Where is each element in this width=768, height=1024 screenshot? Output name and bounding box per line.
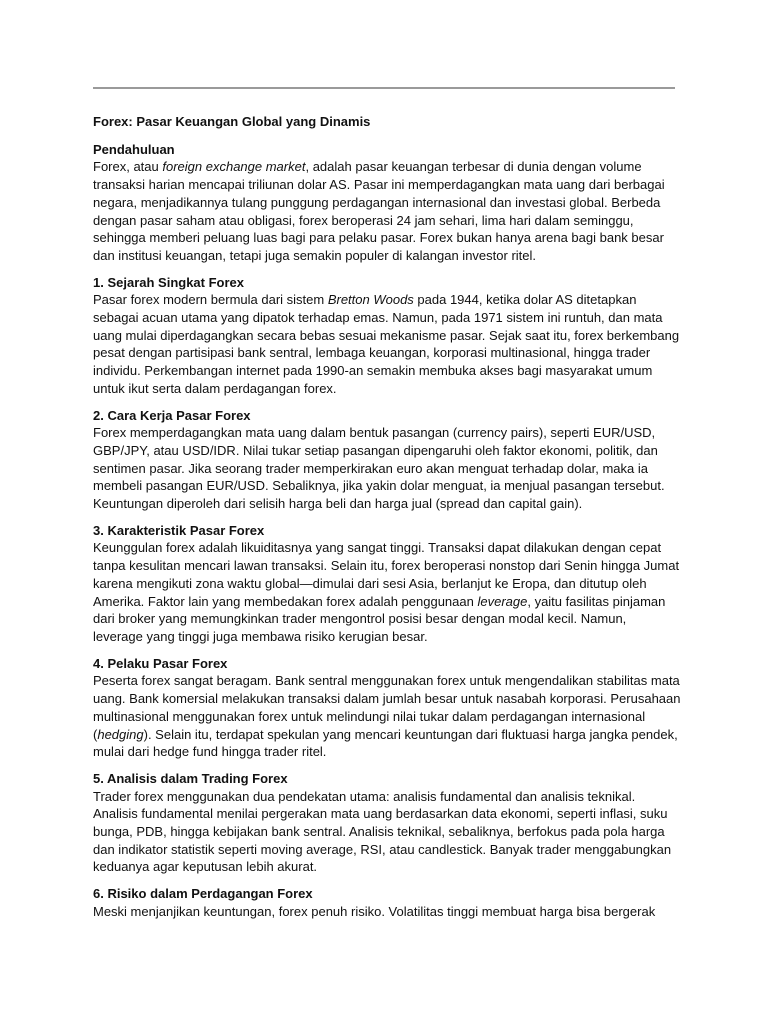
section-paragraph bbox=[93, 424, 677, 513]
text-segment: dari broker yang memungkinkan trader mengontrol posisi besar dengan modal kecil. Namun, bbox=[93, 611, 627, 627]
text-segment: transaksi harian mencapai triliunan dolar AS. Pasar ini memperdagangkan mata uang dari berbagai bbox=[93, 177, 665, 193]
text-segment: Meski menjanjikan keuntungan, forex penuh risiko. Volatilitas tinggi membuat harga bisa bergerak bbox=[93, 903, 656, 919]
text-segment: leverage yang tinggi juga membawa risiko kerugian besar. bbox=[93, 628, 428, 644]
text-line bbox=[93, 247, 677, 265]
text-line bbox=[93, 841, 677, 859]
text-line bbox=[93, 788, 677, 806]
text-segment: sentimen pasar. Jika seorang trader memperkirakan euro akan menguat terhadap dolar, maka ia bbox=[93, 460, 648, 476]
text-segment: Keunggulan forex adalah likuiditasnya yang sangat tinggi. Transaksi dapat dilakukan dengan cepat bbox=[93, 540, 662, 556]
text-segment: individu. Perkembangan internet pada 1990-an semakin membuka akses bagi masyarakat umum bbox=[93, 363, 653, 379]
section bbox=[93, 770, 677, 876]
text-line bbox=[93, 539, 677, 557]
section-paragraph bbox=[93, 291, 680, 397]
text-segment: dan institusi keuangan, tetapi juga semakin populer di kalangan investor ritel. bbox=[93, 247, 536, 263]
text-line bbox=[93, 291, 677, 309]
italic-term: leverage bbox=[477, 593, 528, 609]
italic-term: foreign exchange market bbox=[162, 159, 306, 175]
text-line bbox=[93, 610, 677, 628]
text-line bbox=[93, 460, 677, 478]
section bbox=[93, 274, 680, 398]
section-paragraph bbox=[93, 539, 680, 645]
text-line bbox=[93, 158, 677, 176]
text-line bbox=[93, 229, 677, 247]
section-paragraph bbox=[93, 788, 677, 877]
text-segment: negara, menjadikannya tulang punggung perdagangan internasional dan investasi global. Berbeda bbox=[93, 194, 661, 210]
text-segment: uang mulai diperdagangkan secara bebas sesuai mekanisme pasar. Sejak saat itu, forex berkembang bbox=[93, 327, 680, 343]
section-heading: 1. Sejarah Singkat Forex bbox=[93, 274, 245, 290]
header-divider bbox=[93, 87, 675, 89]
text-segment: sehingga memberi peluang luas bagi para pelaku pasar. Forex bukan hanya arena bagi bank besar bbox=[93, 230, 664, 246]
text-line bbox=[93, 380, 677, 398]
section bbox=[93, 141, 677, 265]
text-line bbox=[93, 672, 680, 690]
text-segment: ). Selain itu, terdapat spekulan yang mencari keuntungan dari fluktuasi harga jangka pendek, bbox=[143, 726, 678, 742]
section bbox=[93, 655, 681, 761]
text-segment: karena mengikuti zona waktu global—dimulai dari sesi Asia, berlanjut ke Eropa, dan ditutup oleh bbox=[93, 575, 647, 591]
section-heading: 5. Analisis dalam Trading Forex bbox=[93, 770, 288, 786]
text-segment: dan indikator statistik seperti moving average, RSI, atau candlestick. Banyak trader menggabungkan bbox=[93, 841, 672, 857]
text-line bbox=[93, 344, 677, 362]
section-heading: Pendahuluan bbox=[93, 141, 175, 157]
text-segment: pada 1944, ketika dolar AS ditetapkan bbox=[413, 292, 637, 308]
text-segment: Analisis fundamental menilai pergerakan mata uang berdasarkan data ekonomi, seperti inflasi, suku bbox=[93, 806, 668, 822]
text-segment: multinasional menggunakan forex untuk melindungi nilai tukar dalam perdagangan internasional bbox=[93, 708, 646, 724]
section-heading: 6. Risiko dalam Perdagangan Forex bbox=[93, 886, 313, 902]
text-segment: GBP/JPY, atau USD/IDR. Nilai tukar setiap pasangan dipengaruhi oleh faktor ekonomi, politik, dan bbox=[93, 442, 658, 458]
text-segment: Forex, atau bbox=[93, 159, 163, 175]
text-line bbox=[93, 212, 677, 230]
text-line bbox=[93, 575, 677, 593]
text-line bbox=[93, 858, 677, 876]
document-title: Forex: Pasar Keuangan Global yang Dinamis bbox=[93, 114, 371, 129]
text-line bbox=[93, 823, 677, 841]
text-segment: , yaitu fasilitas pinjaman bbox=[527, 593, 666, 609]
text-line bbox=[93, 726, 677, 744]
text-segment: sebagai acuan utama yang dipatok terhadap emas. Namun, pada 1971 sistem ini runtuh, dan mata bbox=[93, 310, 663, 326]
text-line bbox=[93, 903, 677, 921]
text-line bbox=[93, 309, 677, 327]
text-segment: Keuntungan diperoleh dari selisih harga beli dan harga jual (spread dan capital gain). bbox=[93, 496, 583, 512]
text-segment: membeli pasangan EUR/USD. Sebaliknya, jika yakin dolar menguat, ia menjual pasangan tersebut. bbox=[93, 478, 665, 494]
text-line bbox=[93, 327, 680, 345]
text-line bbox=[93, 593, 677, 611]
section-heading: 2. Cara Kerja Pasar Forex bbox=[93, 407, 251, 423]
text-segment: ( bbox=[93, 726, 98, 742]
section-paragraph bbox=[93, 672, 681, 761]
section-paragraph bbox=[93, 903, 677, 921]
section-heading: 4. Pelaku Pasar Forex bbox=[93, 655, 228, 671]
text-line bbox=[93, 743, 677, 761]
text-line bbox=[93, 176, 677, 194]
text-line bbox=[93, 442, 677, 460]
text-line bbox=[93, 477, 677, 495]
text-segment: keduanya agar keputusan lebih akurat. bbox=[93, 859, 318, 875]
text-segment: Peserta forex sangat beragam. Bank sentral menggunakan forex untuk mengendalikan stabilitas mata bbox=[93, 673, 680, 689]
section bbox=[93, 522, 680, 646]
text-segment: Trader forex menggunakan dua pendekatan utama: analisis fundamental dan analisis teknikal. bbox=[93, 788, 636, 804]
text-line bbox=[93, 194, 677, 212]
text-segment: Amerika. Faktor lain yang membedakan forex adalah penggunaan bbox=[93, 593, 478, 609]
text-segment: tanpa kesulitan mencari lawan transaksi. Selain itu, forex beroperasi nonstop dari Senin hingga Jumat bbox=[93, 558, 680, 574]
text-line bbox=[93, 690, 681, 708]
sections-container bbox=[93, 141, 681, 921]
text-segment: mulai dari hedge fund hingga trader ritel. bbox=[93, 744, 327, 760]
text-line bbox=[93, 805, 677, 823]
text-line bbox=[93, 424, 677, 442]
text-segment: untuk ikut serta dalam perdagangan forex. bbox=[93, 380, 337, 396]
text-segment: uang. Bank komersial melakukan transaksi dalam jumlah besar untuk nasabah korporasi. Perusahaan bbox=[93, 691, 681, 707]
section-paragraph bbox=[93, 158, 677, 264]
text-segment: Forex memperdagangkan mata uang dalam bentuk pasangan (currency pairs), seperti EUR/USD, bbox=[93, 425, 656, 441]
document-body bbox=[93, 113, 681, 930]
text-segment: Pasar forex modern bermula dari sistem bbox=[93, 292, 328, 308]
text-line bbox=[93, 557, 680, 575]
italic-term: Bretton Woods bbox=[327, 292, 414, 308]
section bbox=[93, 885, 677, 920]
text-line bbox=[93, 362, 677, 380]
text-line bbox=[93, 708, 677, 726]
text-line bbox=[93, 628, 677, 646]
section bbox=[93, 407, 677, 513]
text-segment: bunga, PDB, hingga kebijakan bank sentral. Analisis teknikal, sebaliknya, berfokus pada pola harga bbox=[93, 824, 665, 840]
text-line bbox=[93, 495, 677, 513]
text-segment: , adalah pasar keuangan terbesar di dunia dengan volume bbox=[305, 159, 642, 175]
section-heading: 3. Karakteristik Pasar Forex bbox=[93, 522, 265, 538]
italic-term: hedging bbox=[97, 726, 144, 742]
text-segment: dengan pasar saham atau obligasi, forex beroperasi 24 jam sehari, lima hari dalam seminggu, bbox=[93, 212, 634, 228]
text-segment: pesat dengan partisipasi bank sentral, lembaga keuangan, korporasi multinasional, hingga trader bbox=[93, 345, 651, 361]
